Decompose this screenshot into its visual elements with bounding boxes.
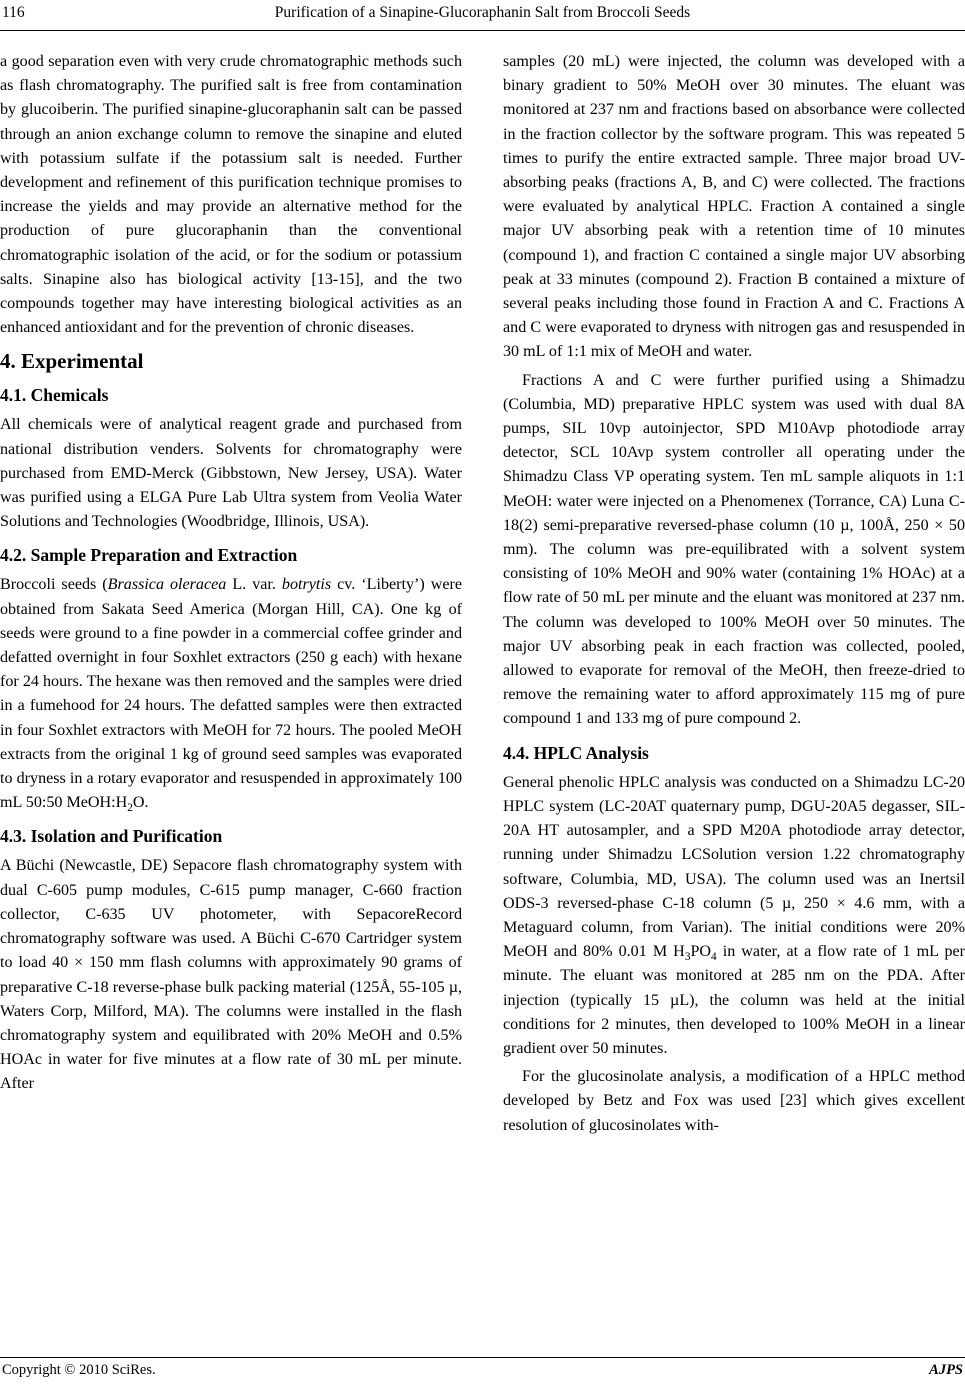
sample-text-2: L. var. <box>226 576 282 594</box>
footer-rule <box>0 1357 965 1358</box>
hplc-text-2: PO <box>690 943 712 961</box>
sample-text-3: cv. ‘Liberty’) were obtained from Sakata Seed America (Morgan Hill, CA). One kg of seeds were ground to a fine powder in a commercial coffee grinder and defatted overnight in four Soxhlet extractors (250 g each) with hexane for 24 hours. The hexane was then removed and the samples were dried in a fumehood for 24 hours. The defatted samples were then extracted in four Soxhlet extractors with MeOH for 72 hours. The pooled MeOH extracts from the original 1 kg of ground seed samples was evaporated to dryness in a rotary evaporator and resuspended in approximately 100 mL 50:50 MeOH:H <box>0 576 463 812</box>
section-heading-experimental: 4. Experimental <box>0 349 144 374</box>
subsection-heading-sample-preparation: 4.2. Sample Preparation and Extraction <box>0 545 298 566</box>
subsection-heading-chemicals: 4.1. Chemicals <box>0 385 109 406</box>
sample-preparation-paragraph <box>0 573 462 815</box>
header-rule <box>0 30 965 31</box>
subsection-heading-isolation: 4.3. Isolation and Purification <box>0 826 223 847</box>
running-header <box>0 4 965 28</box>
chemicals-paragraph: All chemicals were of analytical reagent grade and purchased from national distribution venders. Solvents for chromatography were purchased from EMD-Merck (Gibbstown, New Jersey, USA). Water was purified using a ELGA Pure Lab Ultra system from Veolia Water Solutions and Technologies (Woodbridge, Illinois, USA). <box>0 416 462 531</box>
right-column <box>503 50 965 1138</box>
species-name: Brassica oleracea <box>107 576 227 594</box>
isolation-continued-paragraph: samples (20 mL) were injected, the column was developed with a binary gradient to 50% MeOH over 30 minutes. The eluant was monitored at 237 nm and fractions based on absorbance were collected in the fraction collector by the software program. This was repeated 5 times to purify the entire extracted sample. Three major broad UV-absorbing peaks (fractions A, B, and C) were collected. The fractions were evaluated by analytical HPLC. Fraction A contained a single major UV absorbing peak with a retention time of 10 minutes (compound 1), and fraction C contained a single major UV absorbing peak at 33 minutes (compound 2). Fraction B contained a mixture of several peaks including those found in Fraction A and C. Fractions A and C were evaporated to dryness with nitrogen gas and resuspended in 30 mL of 1:1 mix of MeOH and water. <box>503 53 965 361</box>
page-number: 116 <box>2 4 25 21</box>
copyright-notice: Copyright © 2010 SciRes. <box>2 1362 156 1378</box>
isolation-paragraph: A Büchi (Newcastle, DE) Sepacore flash chromatography system with dual C-605 pump modules, C-615 pump manager, C-660 fraction collector, C-635 UV photometer, with SepacoreRecord chromatography software was used. A Büchi C-670 Cartridger system to load 40 × 150 mm flash columns with approximately 90 grams of preparative C-18 reverse-phase bulk packing material (125Å, 55-105 µ, Waters Corp, Milford, MA). The columns were installed in the flash chromatography system and equilibrated with 20% MeOH and 0.5% HOAc in water for five minutes at a flow rate of 30 mL per minute. After <box>0 857 462 1093</box>
subscript-2: 2 <box>127 802 133 815</box>
journal-abbreviation: AJPS <box>929 1362 963 1378</box>
subscript-4: 4 <box>711 951 717 964</box>
left-column <box>0 50 462 1097</box>
sample-text-4: O. <box>132 794 149 812</box>
sample-text-1: Broccoli seeds ( <box>0 576 108 594</box>
hplc-paragraph <box>503 771 965 1061</box>
running-title: Purification of a Sinapine-Glucoraphanin Salt from Broccoli Seeds <box>274 4 691 21</box>
hplc-text-3: in water, at a flow rate of 1 mL per minute. The eluant was monitored at 285 nm on the PDA. After injection (typically 15 µL), the column was held at the initial conditions for 2 minutes, then developed to 100% MeOH in a linear gradient over 50 minutes. <box>503 943 965 1057</box>
preparative-hplc-paragraph: Fractions A and C were further purified using a Shimadzu (Columbia, MD) preparative HPLC system was used with dual 8A pumps, SIL 10vp autoinjector, SPD M10Avp photodiode array detector, SCL 10Avp system controller all operating under the Shimadzu Class VP operating system. Ten mL sample aliquots in 1:1 MeOH: water were injected on a Phenomenex (Torrance, CA) Luna C-18(2) semi-preparative reversed-phase column (10 µ, 100Å, 250 × 50 mm). The column was pre-equilibrated with a solvent system consisting of 10% MeOH and 90% water (containing 1% HOAc) at a flow rate of 50 mL per minute and the eluant was monitored at 237 nm. The column was developed to 100% MeOH over 50 minutes. The major UV absorbing peak in each fraction was collected, pooled, allowed to evaporate for removal of the MeOH, then freeze-dried to remove the remaining water to afford approximately 115 mg of pure compound 1 and 133 mg of pure compound 2. <box>503 371 965 728</box>
subsection-heading-hplc: 4.4. HPLC Analysis <box>503 742 649 763</box>
intro-paragraph: a good separation even with very crude chromatographic methods such as flash chromatography. The purified salt is free from contamination by glucoiberin. The purified sinapine-glucoraphanin salt can be passed through an anion exchange column to remove the sinapine and eluted with potassium sulfate if the potassium salt is needed. Further development and refinement of this purification technique promises to increase the yields and may provide an alternative method for the production of pure glucoraphanin than the conventional chromatographic isolation of the acid, or for the sodium or potassium salts. Sinapine also has biological activity [13-15], and the two compounds together may have interesting biological activities as an enhanced antioxidant and for the prevention of chronic diseases. <box>0 53 462 337</box>
variety-name: botrytis <box>281 576 332 594</box>
glucosinolate-paragraph: For the glucosinolate analysis, a modification of a HPLC method developed by Betz and Fox was used [23] which gives excellent resolution of glucosinolates with- <box>503 1068 965 1134</box>
hplc-text-1: General phenolic HPLC analysis was conducted on a Shimadzu LC-20 HPLC system (LC-20AT quaternary pump, DGU-20A5 degasser, SIL-20A HT autosampler, and a SPD M20A photodiode array detector, running under Shimadzu LCSolution version 1.22 chromatography software, Columbia, MD, USA). The column used was an Inertsil ODS-3 reversed-phase C-18 column (5 µ, 250 × 4.6 mm, with a Metaguard column, from Varian). The initial conditions were 20% MeOH and 80% 0.01 M H <box>503 773 965 961</box>
subscript-3: 3 <box>684 951 691 964</box>
